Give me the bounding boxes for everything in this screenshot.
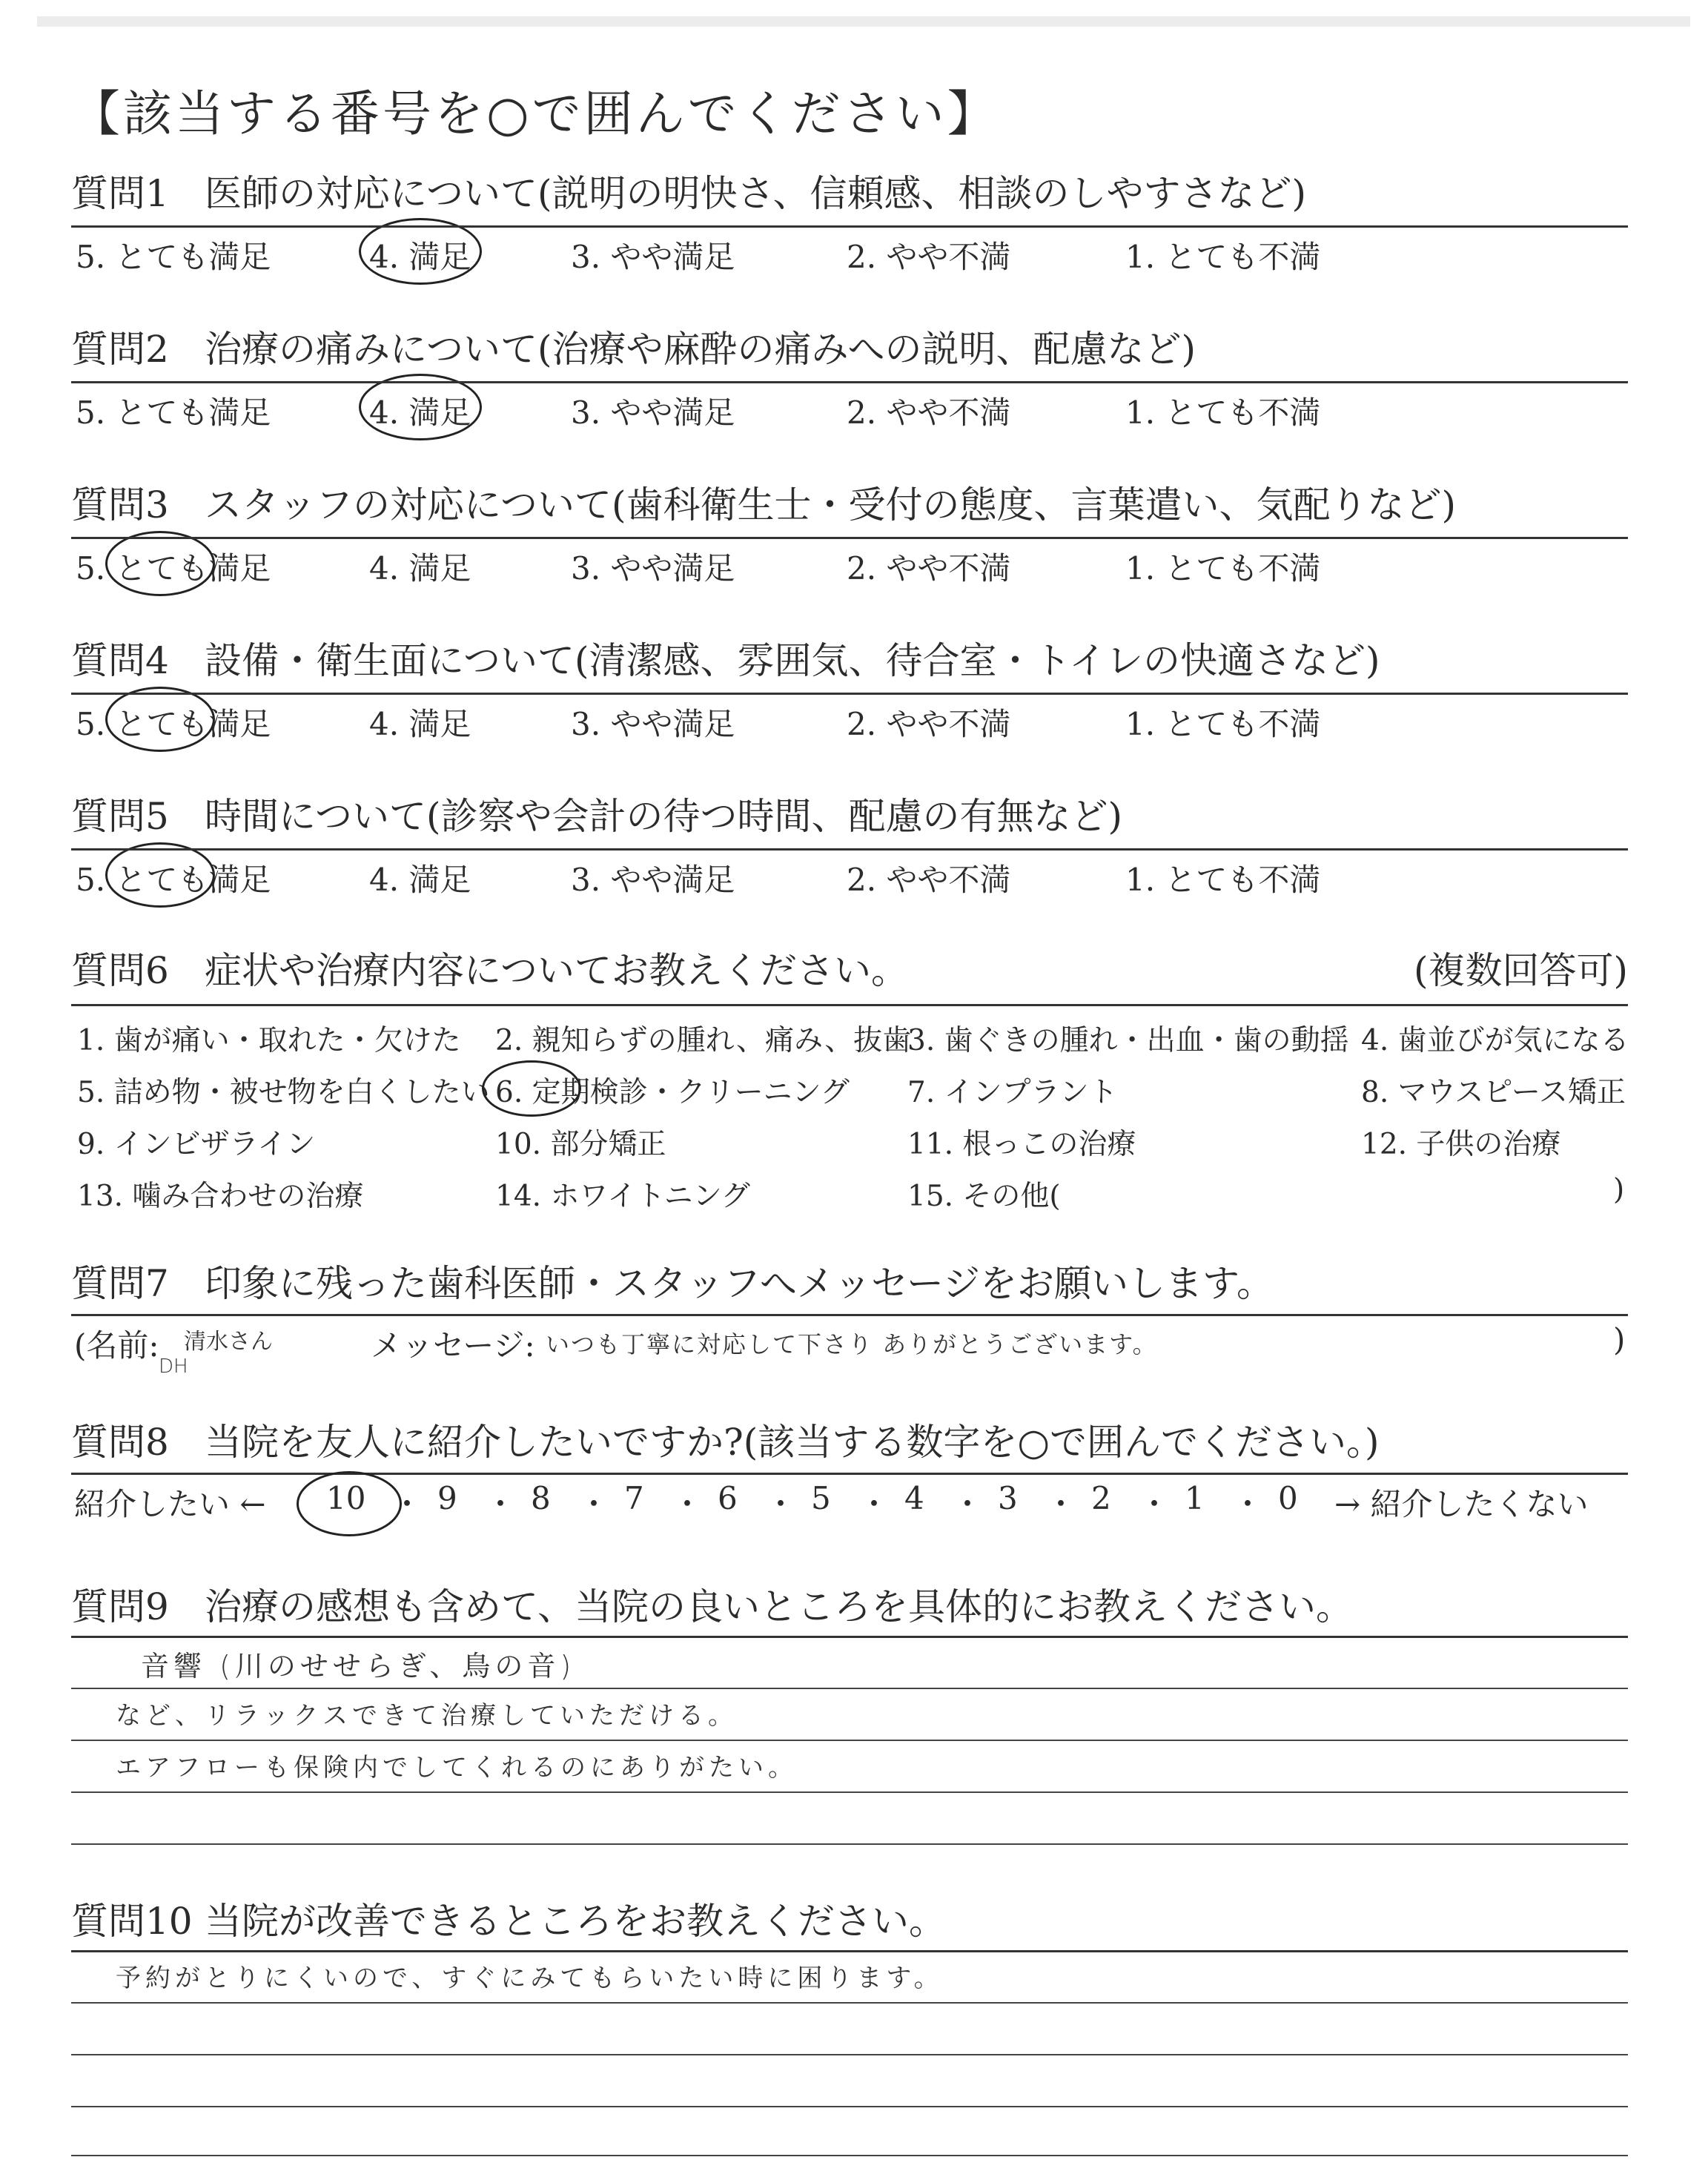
scale-value[interactable]: 6: [718, 1480, 738, 1516]
rating-options: [71, 228, 1628, 273]
rating-option[interactable]: 1. とても不満: [1125, 706, 1321, 742]
scale-separator: ・: [858, 1486, 890, 1522]
question-label: 質問9: [71, 1585, 169, 1628]
question-text: 印象に残った歯科医師・スタッフへメッセージをお願いします。: [205, 1262, 1274, 1305]
divider: [71, 1004, 1628, 1006]
rating-option[interactable]: 3. やや満足: [571, 706, 735, 742]
question-label: 質問10: [71, 1900, 193, 1943]
scale-separator: ・: [1139, 1486, 1171, 1522]
divider: [71, 381, 1628, 383]
question-3: [71, 482, 1628, 587]
divider: [71, 693, 1628, 695]
writing-line: [71, 2002, 1628, 2004]
question-4: [71, 638, 1628, 740]
scale-separator: ・: [765, 1486, 797, 1522]
q6-option[interactable]: 3. 歯ぐきの腫れ・出血・歯の動揺: [907, 1024, 1349, 1057]
scale-right-label: → 紹介したくない: [1334, 1486, 1589, 1522]
rating-options: [71, 696, 1628, 740]
rating-option[interactable]: 5. とても満足: [76, 706, 271, 742]
selection-circle: [482, 1060, 581, 1117]
scale-separator: ・: [952, 1486, 984, 1522]
scale-separator: ・: [1045, 1486, 1077, 1522]
rating-options: [71, 540, 1628, 587]
scale-separator: ・: [672, 1486, 704, 1522]
question-label: 質問3: [71, 483, 169, 526]
divider: [71, 537, 1628, 539]
writing-line: [71, 1688, 1628, 1689]
question-label: 質問6: [71, 949, 169, 992]
rating-option[interactable]: 4. 満足: [369, 550, 471, 587]
rating-option[interactable]: 5. とても満足: [76, 550, 271, 587]
rating-option[interactable]: 2. やや不満: [847, 239, 1011, 275]
q9-answer-line[interactable]: エアフローも保険内でしてくれるのにありがたい。: [116, 1753, 798, 1783]
question-2: [71, 326, 1628, 429]
scale-separator: ・: [485, 1486, 517, 1522]
q6-other-close: ): [1613, 1173, 1625, 1206]
q6-option[interactable]: 5. 詰め物・被せ物を白くしたい: [77, 1076, 490, 1109]
scale-value[interactable]: 8: [531, 1480, 551, 1516]
scale-value[interactable]: 3: [998, 1480, 1018, 1516]
scale-separator: ・: [578, 1486, 610, 1522]
scale-value[interactable]: 0: [1278, 1480, 1298, 1516]
rating-option[interactable]: 4. 満足: [369, 394, 471, 431]
writing-line: [71, 2106, 1628, 2107]
q6-option[interactable]: 9. インビザライン: [77, 1128, 316, 1161]
selection-circle: [297, 1471, 402, 1536]
question-text: 症状や治療内容についてお教えください。: [205, 949, 908, 992]
divider: [71, 848, 1628, 851]
writing-line: [71, 1843, 1628, 1845]
question-text: 設備・衛生面について(清潔感、雰囲気、待合室・トイレの快適さなど): [205, 639, 1380, 682]
q6-option[interactable]: 1. 歯が痛い・取れた・欠けた: [77, 1024, 461, 1057]
name-sub: DH: [159, 1355, 188, 1378]
rating-option[interactable]: 3. やや満足: [571, 862, 735, 898]
question-label: 質問7: [71, 1262, 169, 1305]
q6-option[interactable]: 15. その他(: [907, 1180, 1061, 1213]
selection-circle: [359, 374, 482, 440]
page-title: 【該当する番号を○で囲んでください】: [71, 85, 999, 142]
writing-line: [71, 2054, 1628, 2055]
q6-options: [77, 1017, 1634, 1225]
q6-option[interactable]: 10. 部分矯正: [495, 1128, 666, 1161]
name-value[interactable]: 清水さん: [184, 1329, 273, 1355]
question-label: 質問1: [71, 172, 169, 215]
message-close: ): [1613, 1321, 1626, 1358]
rating-option[interactable]: 2. やや不満: [847, 550, 1011, 587]
divider: [71, 225, 1628, 228]
scale-separator: ・: [1232, 1486, 1264, 1522]
q10-answer-line[interactable]: 予約がとりにくいので、すぐにみてもらいたい時に困ります。: [116, 1964, 944, 1993]
selection-circle: [105, 842, 215, 908]
divider: [71, 1950, 1628, 1952]
question-label: 質問4: [71, 639, 169, 682]
rating-option[interactable]: 3. やや満足: [571, 239, 735, 275]
q9-answer-line[interactable]: など、リラックスできて治療していただける。: [116, 1701, 738, 1731]
q6-option[interactable]: 2. 親知らずの腫れ、痛み、抜歯: [495, 1024, 912, 1057]
question-10: [71, 1898, 1628, 1944]
q6-option[interactable]: 8. マウスピース矯正: [1361, 1076, 1626, 1109]
selection-circle: [105, 531, 215, 596]
message-label: メッセージ:: [371, 1327, 535, 1364]
rating-option[interactable]: 4. 満足: [369, 706, 471, 742]
message-value[interactable]: いつも丁寧に対応して下さり ありがとうございます。: [546, 1330, 1158, 1358]
q6-option[interactable]: 7. インプラント: [907, 1076, 1118, 1109]
scale-value[interactable]: 9: [437, 1480, 457, 1516]
rating-options: [71, 384, 1628, 429]
scale-value[interactable]: 7: [624, 1480, 644, 1516]
question-7: [71, 1261, 1628, 1307]
selection-circle: [359, 218, 482, 285]
scale-value[interactable]: 2: [1091, 1480, 1111, 1516]
divider: [71, 1314, 1628, 1316]
rating-option[interactable]: 1. とても不満: [1125, 394, 1321, 431]
scale-separator: ・: [391, 1486, 423, 1522]
question-8: [71, 1419, 1628, 1465]
question-1: [71, 171, 1628, 273]
rating-option[interactable]: 2. やや不満: [847, 394, 1011, 431]
rating-option[interactable]: 2. やや不満: [847, 706, 1011, 742]
question-text: スタッフの対応について(歯科衛生士・受付の態度、言葉遣い、気配りなど): [205, 483, 1457, 526]
q6-option[interactable]: 4. 歯並びが気になる: [1361, 1024, 1629, 1057]
rating-options: [71, 851, 1628, 896]
question-text: 医師の対応について(説明の明快さ、信頼感、相談のしやすさなど): [205, 172, 1307, 215]
question-text: 当院が改善できるところをお教えください。: [205, 1900, 946, 1943]
scale-left-label: 紹介したい ←: [74, 1486, 266, 1522]
rating-option[interactable]: 5. とても満足: [76, 394, 271, 431]
rating-option[interactable]: 5. とても満足: [76, 862, 271, 898]
rating-option[interactable]: 1. とても不満: [1125, 862, 1321, 898]
scale-value[interactable]: 10: [326, 1480, 366, 1516]
writing-line: [71, 2155, 1628, 2156]
question-text: 時間について(診察や会計の待つ時間、配慮の有無など): [205, 795, 1123, 838]
writing-line: [71, 1740, 1628, 1741]
scan-edge: [37, 16, 1690, 27]
scale-value[interactable]: 1: [1185, 1480, 1205, 1516]
selection-circle: [105, 687, 215, 752]
q6-option[interactable]: 11. 根っこの治療: [907, 1128, 1136, 1161]
name-label: (名前:: [74, 1327, 159, 1364]
rating-option[interactable]: 2. やや不満: [847, 862, 1011, 898]
divider: [71, 1473, 1628, 1475]
rating-option[interactable]: 5. とても満足: [76, 239, 271, 275]
multiple-answers-note: (複数回答可): [1413, 949, 1628, 992]
q9-answer-line[interactable]: 音響 (川のせせらぎ、鳥の音): [141, 1650, 576, 1682]
question-label: 質問2: [71, 328, 169, 371]
rating-option[interactable]: 1. とても不満: [1125, 550, 1321, 587]
scale-value[interactable]: 4: [904, 1480, 924, 1516]
question-6: [71, 948, 1628, 994]
question-text: 治療の痛みについて(治療や麻酔の痛みへの説明、配慮など): [205, 328, 1196, 371]
rating-option[interactable]: 4. 満足: [369, 239, 471, 275]
q6-option-selected[interactable]: 6. 定期検診・クリーニング: [495, 1076, 850, 1109]
rating-option[interactable]: 3. やや満足: [571, 394, 735, 431]
question-label: 質問5: [71, 795, 169, 838]
q6-option[interactable]: 12. 子供の治療: [1361, 1128, 1561, 1161]
question-text: 治療の感想も含めて、当院の良いところを具体的にお教えください。: [205, 1585, 1353, 1628]
divider: [71, 1636, 1628, 1638]
question-label: 質問8: [71, 1421, 169, 1464]
scale-value[interactable]: 5: [811, 1480, 831, 1516]
rating-option[interactable]: 1. とても不満: [1125, 239, 1321, 275]
writing-line: [71, 1791, 1628, 1793]
rating-option[interactable]: 4. 満足: [369, 862, 471, 898]
question-text: 当院を友人に紹介したいですか?(該当する数字を○で囲んでください。): [205, 1421, 1380, 1464]
question-9: [71, 1584, 1628, 1630]
rating-option[interactable]: 3. やや満足: [571, 550, 735, 587]
q6-option[interactable]: 13. 噛み合わせの治療: [77, 1180, 364, 1213]
question-5: [71, 793, 1628, 896]
q6-option[interactable]: 14. ホワイトニング: [495, 1180, 750, 1213]
